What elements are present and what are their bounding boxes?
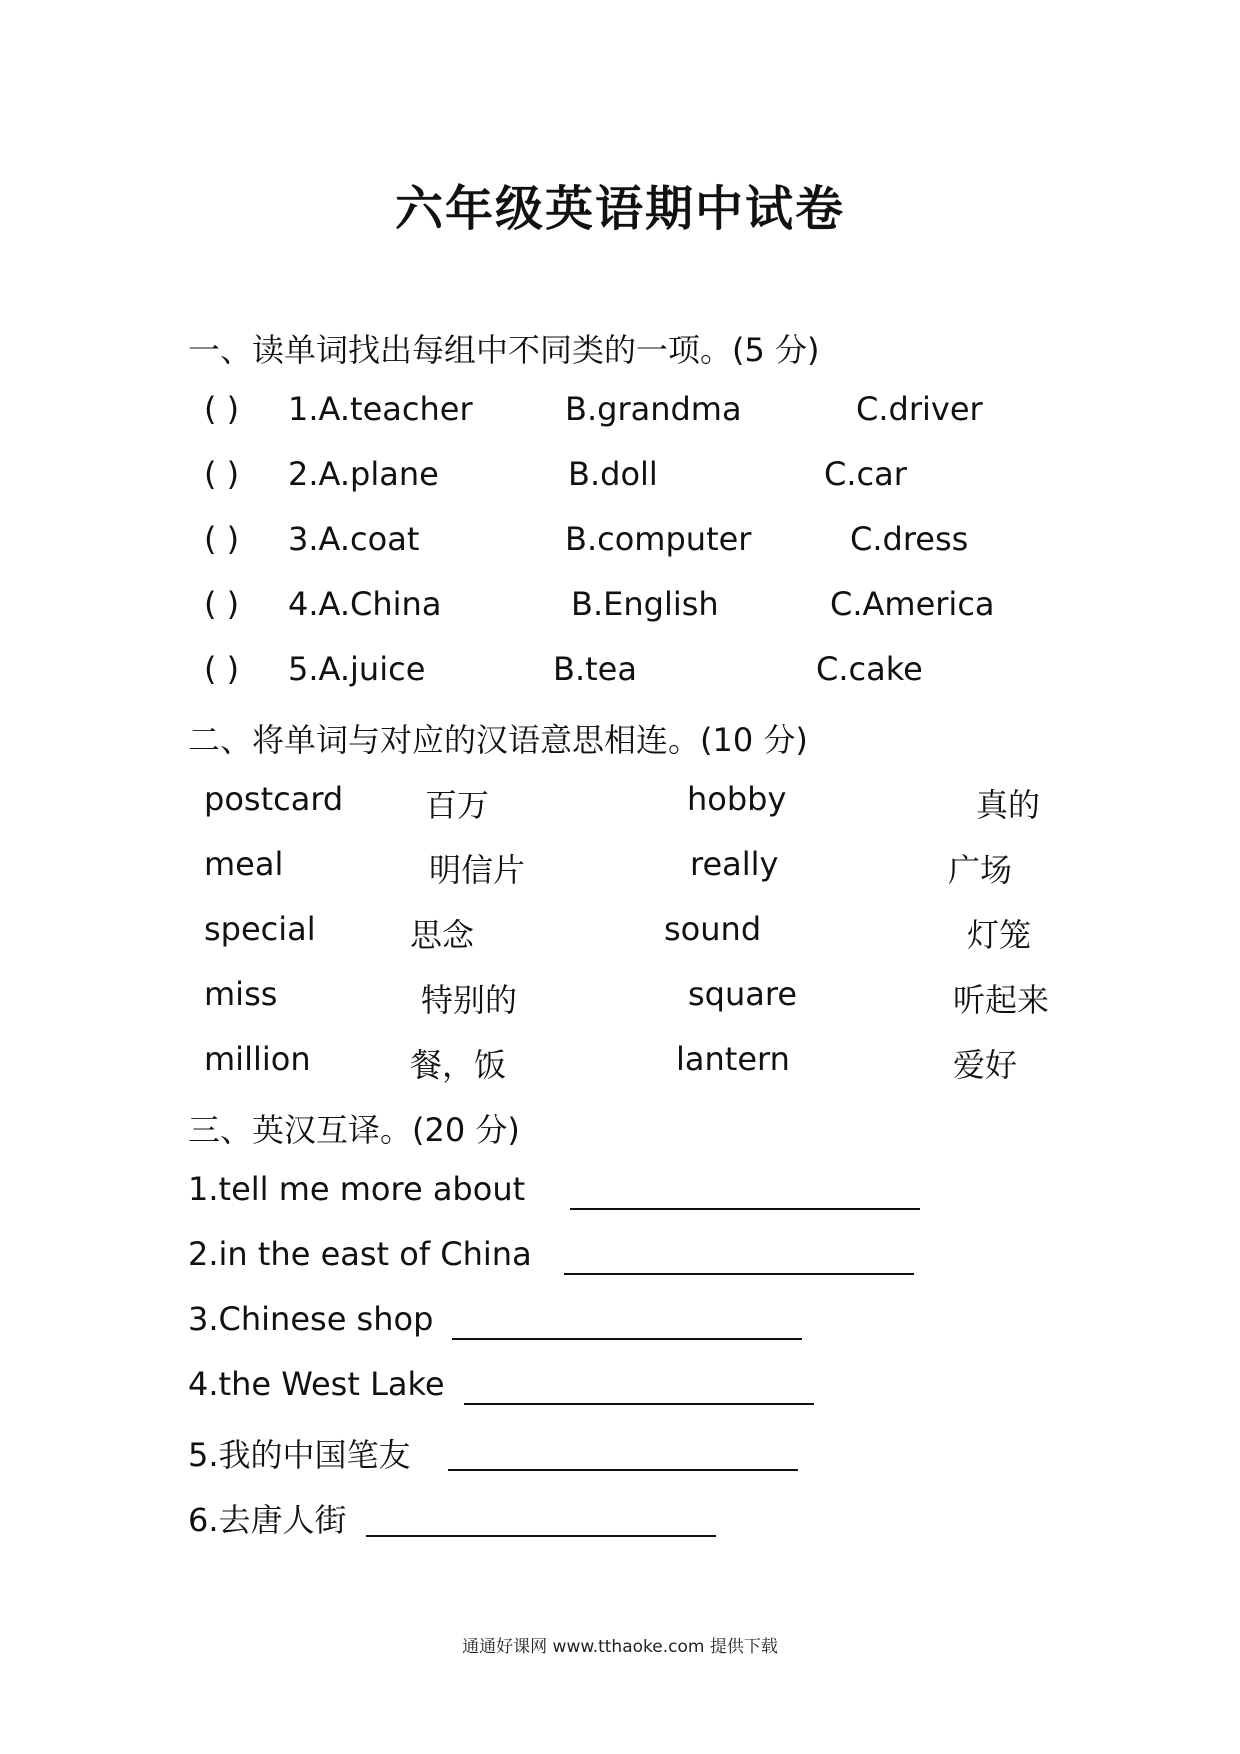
answer-bracket-2[interactable]: ( ) bbox=[204, 455, 240, 493]
option-5b: B.tea bbox=[553, 650, 637, 688]
translate-prompt-1: 1.tell me more about bbox=[188, 1170, 526, 1208]
match-meaning-guangchang[interactable]: 广场 bbox=[948, 851, 1013, 889]
match-word-lantern[interactable]: lantern bbox=[676, 1040, 790, 1078]
translate-prompt-5: 5.我的中国笔友 bbox=[188, 1436, 411, 1474]
section3-heading: 三、英汉互译。(20 分) bbox=[188, 1111, 520, 1149]
option-4c: C.America bbox=[830, 585, 995, 623]
answer-bracket-1[interactable]: ( ) bbox=[204, 390, 240, 428]
match-meaning-tingqilai[interactable]: 听起来 bbox=[953, 981, 1050, 1019]
match-meaning-baiwan[interactable]: 百万 bbox=[425, 786, 490, 824]
answer-line-2[interactable] bbox=[564, 1273, 914, 1275]
section2-heading: 二、将单词与对应的汉语意思相连。(10 分) bbox=[188, 721, 808, 759]
translate-prompt-4: 4.the West Lake bbox=[188, 1365, 445, 1403]
translate-prompt-2: 2.in the east of China bbox=[188, 1235, 532, 1273]
page-title: 六年级英语期中试卷 bbox=[394, 181, 845, 237]
translate-prompt-3: 3.Chinese shop bbox=[188, 1300, 434, 1338]
option-2a: 2.A.plane bbox=[288, 455, 439, 493]
option-1b: B.grandma bbox=[565, 390, 742, 428]
translate-prompt-6: 6.去唐人街 bbox=[188, 1501, 347, 1539]
option-4a: 4.A.China bbox=[288, 585, 442, 623]
match-meaning-tebiede[interactable]: 特别的 bbox=[421, 981, 518, 1019]
match-meaning-zhende[interactable]: 真的 bbox=[976, 786, 1041, 824]
match-meaning-sinian[interactable]: 思念 bbox=[410, 916, 475, 954]
answer-line-5[interactable] bbox=[448, 1469, 798, 1471]
answer-line-3[interactable] bbox=[452, 1338, 802, 1340]
answer-line-6[interactable] bbox=[366, 1535, 716, 1537]
match-word-square[interactable]: square bbox=[688, 975, 798, 1013]
option-5a: 5.A.juice bbox=[288, 650, 426, 688]
answer-bracket-4[interactable]: ( ) bbox=[204, 585, 240, 623]
option-3a: 3.A.coat bbox=[288, 520, 420, 558]
match-meaning-aihao[interactable]: 爱好 bbox=[953, 1046, 1018, 1084]
option-4b: B.English bbox=[571, 585, 719, 623]
match-word-miss[interactable]: miss bbox=[204, 975, 278, 1013]
footer-source: 通通好课网 www.tthaoke.com 提供下载 bbox=[462, 1637, 778, 1657]
match-word-hobby[interactable]: hobby bbox=[687, 780, 787, 818]
match-word-sound[interactable]: sound bbox=[664, 910, 762, 948]
match-word-special[interactable]: special bbox=[204, 910, 316, 948]
answer-line-4[interactable] bbox=[464, 1403, 814, 1405]
match-meaning-canfan[interactable]: 餐，饭 bbox=[410, 1046, 507, 1084]
option-5c: C.cake bbox=[816, 650, 923, 688]
option-1c: C.driver bbox=[856, 390, 983, 428]
answer-bracket-3[interactable]: ( ) bbox=[204, 520, 240, 558]
answer-bracket-5[interactable]: ( ) bbox=[204, 650, 240, 688]
section1-heading: 一、读单词找出每组中不同类的一项。(5 分) bbox=[188, 331, 820, 369]
match-word-meal[interactable]: meal bbox=[204, 845, 284, 883]
match-word-really[interactable]: really bbox=[690, 845, 779, 883]
option-2b: B.doll bbox=[568, 455, 658, 493]
option-2c: C.car bbox=[824, 455, 907, 493]
option-3c: C.dress bbox=[850, 520, 969, 558]
match-meaning-mingxinpian[interactable]: 明信片 bbox=[429, 851, 526, 889]
match-meaning-denglong[interactable]: 灯笼 bbox=[967, 916, 1032, 954]
answer-line-1[interactable] bbox=[570, 1208, 920, 1210]
option-1a: 1.A.teacher bbox=[288, 390, 473, 428]
match-word-postcard[interactable]: postcard bbox=[204, 780, 344, 818]
option-3b: B.computer bbox=[565, 520, 752, 558]
match-word-million[interactable]: million bbox=[204, 1040, 311, 1078]
